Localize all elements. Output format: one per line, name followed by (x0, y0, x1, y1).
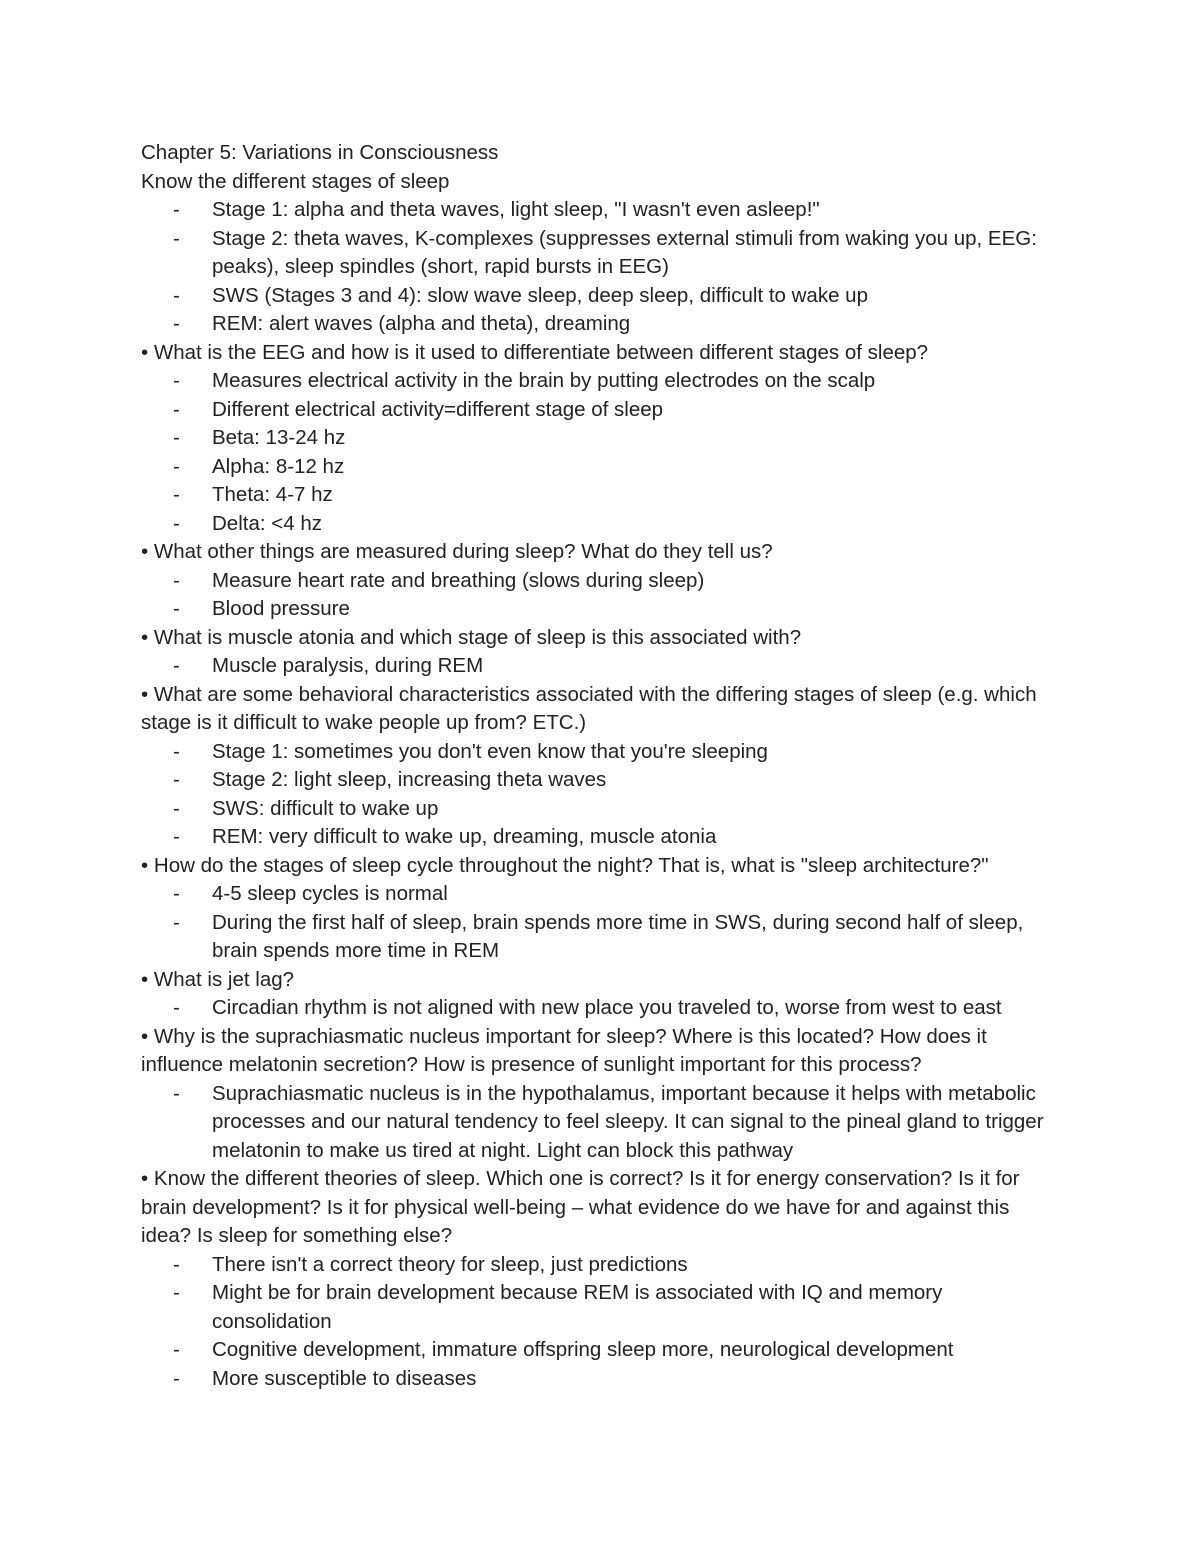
dash-bullet-icon: - (173, 426, 180, 449)
bullet-icon: • (141, 1167, 149, 1190)
list-item (141, 196, 1061, 225)
list-item (141, 1336, 1061, 1365)
section-heading (141, 168, 1061, 197)
list-item (141, 994, 1061, 1023)
bullet-question (141, 1165, 1061, 1251)
list-item-text: Stage 2: theta waves, K-complexes (suppresses external stimuli from waking you up, EEG: peaks), sleep spindles (short, rapid bursts in EEG) (212, 226, 1037, 278)
list-item (141, 738, 1061, 767)
dash-bullet-icon: - (173, 1338, 180, 1361)
bullet-icon: • (141, 625, 149, 649)
list-item-text: Stage 1: alpha and theta waves, light sleep, "I wasn't even asleep!" (212, 198, 820, 221)
list-item (141, 795, 1061, 824)
dash-bullet-icon: - (173, 796, 180, 820)
list-item (141, 310, 1061, 339)
document-title: Chapter 5: Variations in Consciousness (141, 141, 499, 164)
list-item (141, 823, 1061, 852)
list-item (141, 1279, 1061, 1336)
dash-bullet-icon: - (173, 312, 180, 335)
question-text: What other things are measured during sleep? What do they tell us? (153, 540, 773, 563)
dash-bullet-icon: - (173, 568, 180, 592)
list-item (141, 766, 1061, 795)
dash-bullet-icon: - (173, 910, 180, 934)
list-item-text: Circadian rhythm is not aligned with new place you traveled to, worse from west to east (212, 996, 1002, 1019)
list-item-text: Suprachiasmatic nucleus is in the hypothalamus, important because it helps with metabolic processes and our natural tendency to feel sleepy. It can signal to the pineal gland to trigger melatonin to make us tired at night. Light can block this pathway (212, 1081, 1044, 1162)
list-item (141, 510, 1061, 539)
dash-bullet-icon: - (173, 454, 180, 478)
list-item (141, 396, 1061, 425)
dash-bullet-icon: - (173, 1081, 180, 1105)
list-item (141, 424, 1061, 453)
question-text: What is jet lag? (153, 967, 295, 991)
list-item (141, 1365, 1061, 1394)
bullet-icon: • (141, 1024, 149, 1048)
dash-bullet-icon: - (173, 1281, 180, 1304)
dash-bullet-icon: - (173, 1366, 180, 1390)
list-item-text: Different electrical activity=different stage of sleep (212, 397, 664, 421)
bullet-icon: • (141, 340, 149, 364)
dash-bullet-icon: - (173, 825, 180, 848)
list-item-text: Delta: <4 hz (212, 511, 322, 535)
bullet-question (141, 538, 1061, 567)
list-item (141, 595, 1061, 624)
bullet-question (141, 1023, 1061, 1080)
list-item-text: More susceptible to diseases (212, 1366, 477, 1390)
list-item-text: Alpha: 8-12 hz (212, 454, 345, 478)
list-item-text: Blood pressure (212, 597, 350, 620)
list-item-text: Measures electrical activity in the brain by putting electrodes on the scalp (212, 369, 876, 392)
list-item-text: REM: alert waves (alpha and theta), dreaming (212, 312, 631, 335)
dash-bullet-icon: - (173, 397, 180, 421)
list-item-text: Stage 2: light sleep, increasing theta waves (212, 768, 607, 791)
list-item (141, 909, 1061, 966)
list-item-text: 4-5 sleep cycles is normal (212, 882, 448, 905)
question-text: Why is the suprachiasmatic nucleus important for sleep? Where is this located? How does it influence melatonin secretion? How is presence of sunlight important for this process? (141, 1024, 987, 1076)
list-item-text: Cognitive development, immature offspring sleep more, neurological development (212, 1338, 954, 1361)
list-item-text: Beta: 13-24 hz (212, 426, 346, 449)
question-text: What is the EEG and how is it used to differentiate between different stages of sleep? (153, 340, 929, 364)
list-item (141, 652, 1061, 681)
list-item (141, 880, 1061, 909)
dash-bullet-icon: - (173, 226, 180, 250)
bullet-icon: • (141, 853, 149, 877)
list-item-text: SWS: difficult to wake up (212, 796, 439, 820)
dash-bullet-icon: - (173, 882, 180, 905)
bullet-question (141, 624, 1061, 653)
dash-bullet-icon: - (173, 597, 180, 620)
list-item (141, 567, 1061, 596)
bullet-question (141, 852, 1061, 881)
bullet-question (141, 966, 1061, 995)
list-item (141, 1251, 1061, 1280)
list-item-text: REM: very difficult to wake up, dreaming, muscle atonia (212, 825, 717, 848)
list-item-text: Theta: 4-7 hz (212, 483, 333, 506)
list-item-text: Measure heart rate and breathing (slows during sleep) (212, 568, 705, 592)
document-page (141, 139, 1061, 1393)
list-item-text: SWS (Stages 3 and 4): slow wave sleep, deep sleep, difficult to wake up (212, 283, 868, 307)
list-item (141, 225, 1061, 282)
document-sections (141, 168, 1061, 1394)
bullet-question (141, 339, 1061, 368)
list-item-text: There isn't a correct theory for sleep, just predictions (212, 1252, 688, 1276)
bullet-icon: • (141, 540, 149, 563)
question-text: What are some behavioral characteristics associated with the differing stages of sleep (e.g. which stage is it difficult to wake people up from? ETC.) (141, 682, 1037, 734)
list-item (141, 367, 1061, 396)
bullet-icon: • (141, 967, 149, 991)
list-item-text: Stage 1: sometimes you don't even know that you're sleeping (212, 739, 768, 763)
dash-bullet-icon: - (173, 198, 180, 221)
dash-bullet-icon: - (173, 511, 180, 535)
dash-bullet-icon: - (173, 483, 180, 506)
dash-bullet-icon: - (173, 768, 180, 791)
list-item-text: Might be for brain development because REM is associated with IQ and memory consolidation (212, 1281, 943, 1333)
list-item (141, 1080, 1061, 1166)
question-text: How do the stages of sleep cycle throughout the night? That is, what is "sleep architecture?" (153, 853, 989, 877)
list-item (141, 481, 1061, 510)
list-item (141, 453, 1061, 482)
dash-bullet-icon: - (173, 739, 180, 763)
list-item-text: During the first half of sleep, brain spends more time in SWS, during second half of sleep, brain spends more time in REM (212, 910, 1024, 962)
dash-bullet-icon: - (173, 1252, 180, 1276)
question-text: Know the different stages of sleep (141, 169, 450, 193)
dash-bullet-icon: - (173, 996, 180, 1019)
list-item (141, 282, 1061, 311)
bullet-question (141, 681, 1061, 738)
dash-bullet-icon: - (173, 283, 180, 307)
list-item-text: Muscle paralysis, during REM (212, 654, 484, 677)
question-text: Know the different theories of sleep. Which one is correct? Is it for energy conservation? Is it for brain development? Is it for physical well-being – what evidence do we have for and against this idea? Is sleep for something else? (141, 1167, 1020, 1247)
bullet-icon: • (141, 682, 149, 706)
dash-bullet-icon: - (173, 369, 180, 392)
dash-bullet-icon: - (173, 654, 180, 677)
question-text: What is muscle atonia and which stage of sleep is this associated with? (153, 625, 802, 649)
